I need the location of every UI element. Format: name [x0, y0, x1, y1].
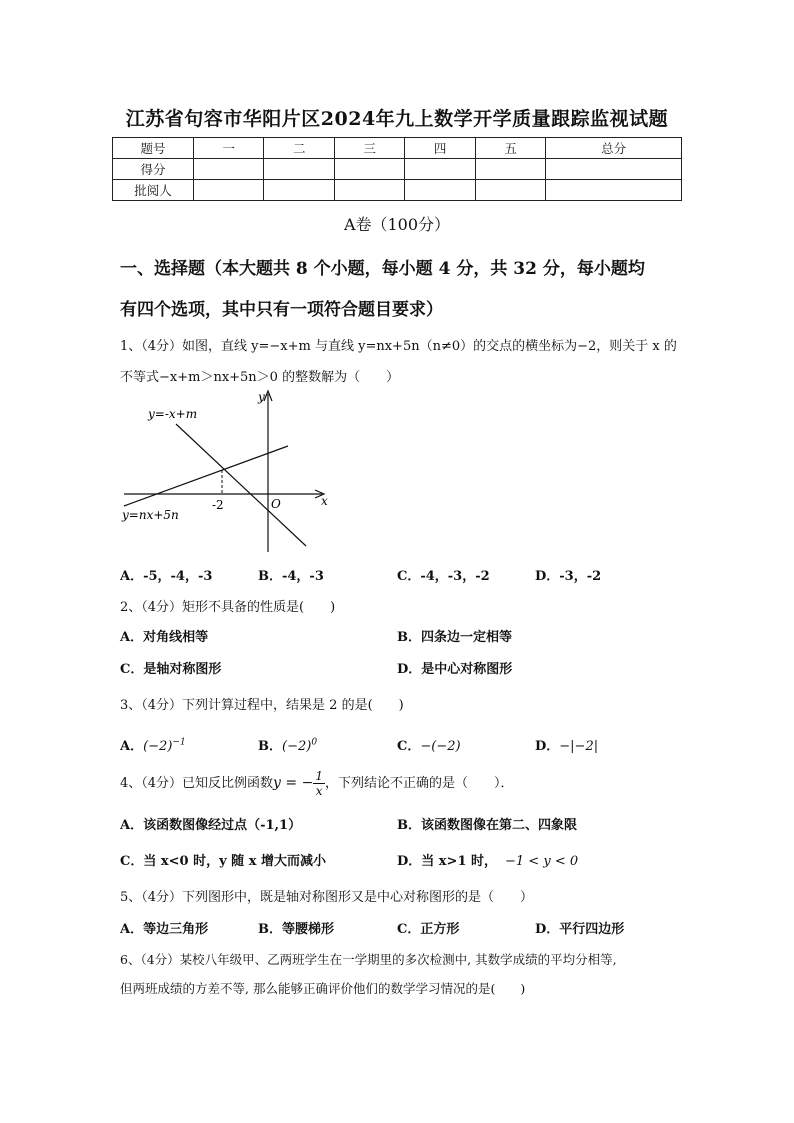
table-cell	[264, 180, 334, 201]
table-row	[113, 180, 682, 201]
table-cell	[334, 180, 404, 201]
question-4: 4、（4分）已知反比例函数y = − $\frac{1}{x}$ ，下列结论不正确的是（ ）．	[120, 769, 514, 798]
table-cell: 一	[194, 138, 264, 159]
table-cell: 总分	[546, 138, 682, 159]
table-cell: 四	[405, 138, 475, 159]
q1-option-d: D．-3，-2	[535, 569, 602, 584]
q2-option-b: B．四条边一定相等	[397, 630, 512, 645]
x-axis-label: x	[321, 494, 328, 508]
q3-option-d: D．−|−2|	[535, 739, 599, 754]
volume-heading: A卷（100分）	[343, 215, 451, 234]
question-6-line2: 但两班成绩的方差不等, 那么能够正确评价他们的数学学习情况的是( )	[120, 981, 526, 996]
label-line1: y=-x+m	[148, 407, 198, 421]
q5-option-c: C．正方形	[397, 922, 460, 937]
table-cell	[475, 159, 545, 180]
section-heading-line2: 有四个选项，其中只有一项符合题目要求）	[120, 300, 443, 320]
label-line2: y=nx+5n	[122, 508, 179, 522]
table-cell	[194, 159, 264, 180]
table-row	[113, 159, 682, 180]
q3-option-a: A．$(-2)^{-1}$	[120, 737, 186, 754]
table-cell: 题号	[113, 138, 194, 159]
line-neg-x-plus-m	[176, 424, 306, 546]
origin-label: O	[271, 497, 281, 511]
q4-option-a: A．该函数图像经过点（-1,1）	[120, 818, 302, 833]
table-cell: 五	[475, 138, 545, 159]
table-cell	[264, 159, 334, 180]
table-cell: 二	[264, 138, 334, 159]
question-1-line1: 1、（4分）如图，直线 y=−x+m 与直线 y=nx+5n（n≠0）的交点的横坐标为−2，则关于 x 的	[120, 339, 677, 354]
q4-option-b: B．该函数图像在第二、四象限	[397, 818, 577, 833]
q2-option-d: D．是中心对称图形	[397, 662, 513, 677]
table-cell: 三	[334, 138, 404, 159]
q1-option-b: B．-4，-3	[258, 569, 324, 584]
question-1-graph	[110, 386, 350, 561]
question-1-line2: 不等式−x+m＞nx+5n＞0 的整数解为（ ）	[120, 370, 400, 385]
q1-option-c: C．-4，-3，-2	[397, 569, 490, 584]
table-cell	[405, 159, 475, 180]
table-row	[113, 138, 682, 159]
q2-option-c: C．是轴对称图形	[120, 662, 222, 677]
table-cell	[194, 180, 264, 201]
y-axis-label: y	[258, 390, 265, 404]
question-2: 2、（4分）矩形不具备的性质是( )	[120, 600, 336, 615]
q3-option-c: C．−(−2)	[397, 739, 461, 754]
q4-option-d: D．当 x>1 时， −1 < y < 0	[397, 854, 579, 869]
table-cell: 得分	[113, 159, 194, 180]
q3-option-b: B．$(-2)^0$	[258, 737, 318, 754]
question-5: 5、（4分）下列图形中，既是轴对称图形又是中心对称图形的是（ ）	[120, 890, 534, 905]
q2-option-a: A．对角线相等	[120, 630, 209, 645]
q4-option-c: C．当 x<0 时，y 随 x 增大而减小	[120, 854, 326, 869]
line-nx-plus-5n	[124, 446, 288, 506]
table-cell	[334, 159, 404, 180]
table-cell	[546, 159, 682, 180]
question-6-line1: 6、（4分）某校八年级甲、乙两班学生在一学期里的多次检测中, 其数学成绩的平均分相等,	[120, 952, 617, 967]
page-title: 江苏省句容市华阳片区2024年九上数学开学质量跟踪监视试题	[125, 108, 669, 130]
table-cell	[475, 180, 545, 201]
fraction: $\frac{1}{x}$	[315, 769, 323, 798]
table-cell	[546, 180, 682, 201]
q5-option-b: B．等腰梯形	[258, 922, 334, 937]
table-cell	[405, 180, 475, 201]
section-heading-line1: 一、选择题（本大题共 8 个小题，每小题 4 分，共 32 分，每小题均	[120, 259, 645, 279]
tick-label: -2	[212, 498, 224, 512]
q5-option-d: D．平行四边形	[535, 922, 625, 937]
q1-option-a: A．-5，-4，-3	[120, 569, 213, 584]
question-3: 3、（4分）下列计算过程中，结果是 2 的是( )	[120, 698, 404, 713]
score-table	[112, 137, 682, 201]
q5-option-a: A．等边三角形	[120, 922, 209, 937]
table-cell: 批阅人	[113, 180, 194, 201]
